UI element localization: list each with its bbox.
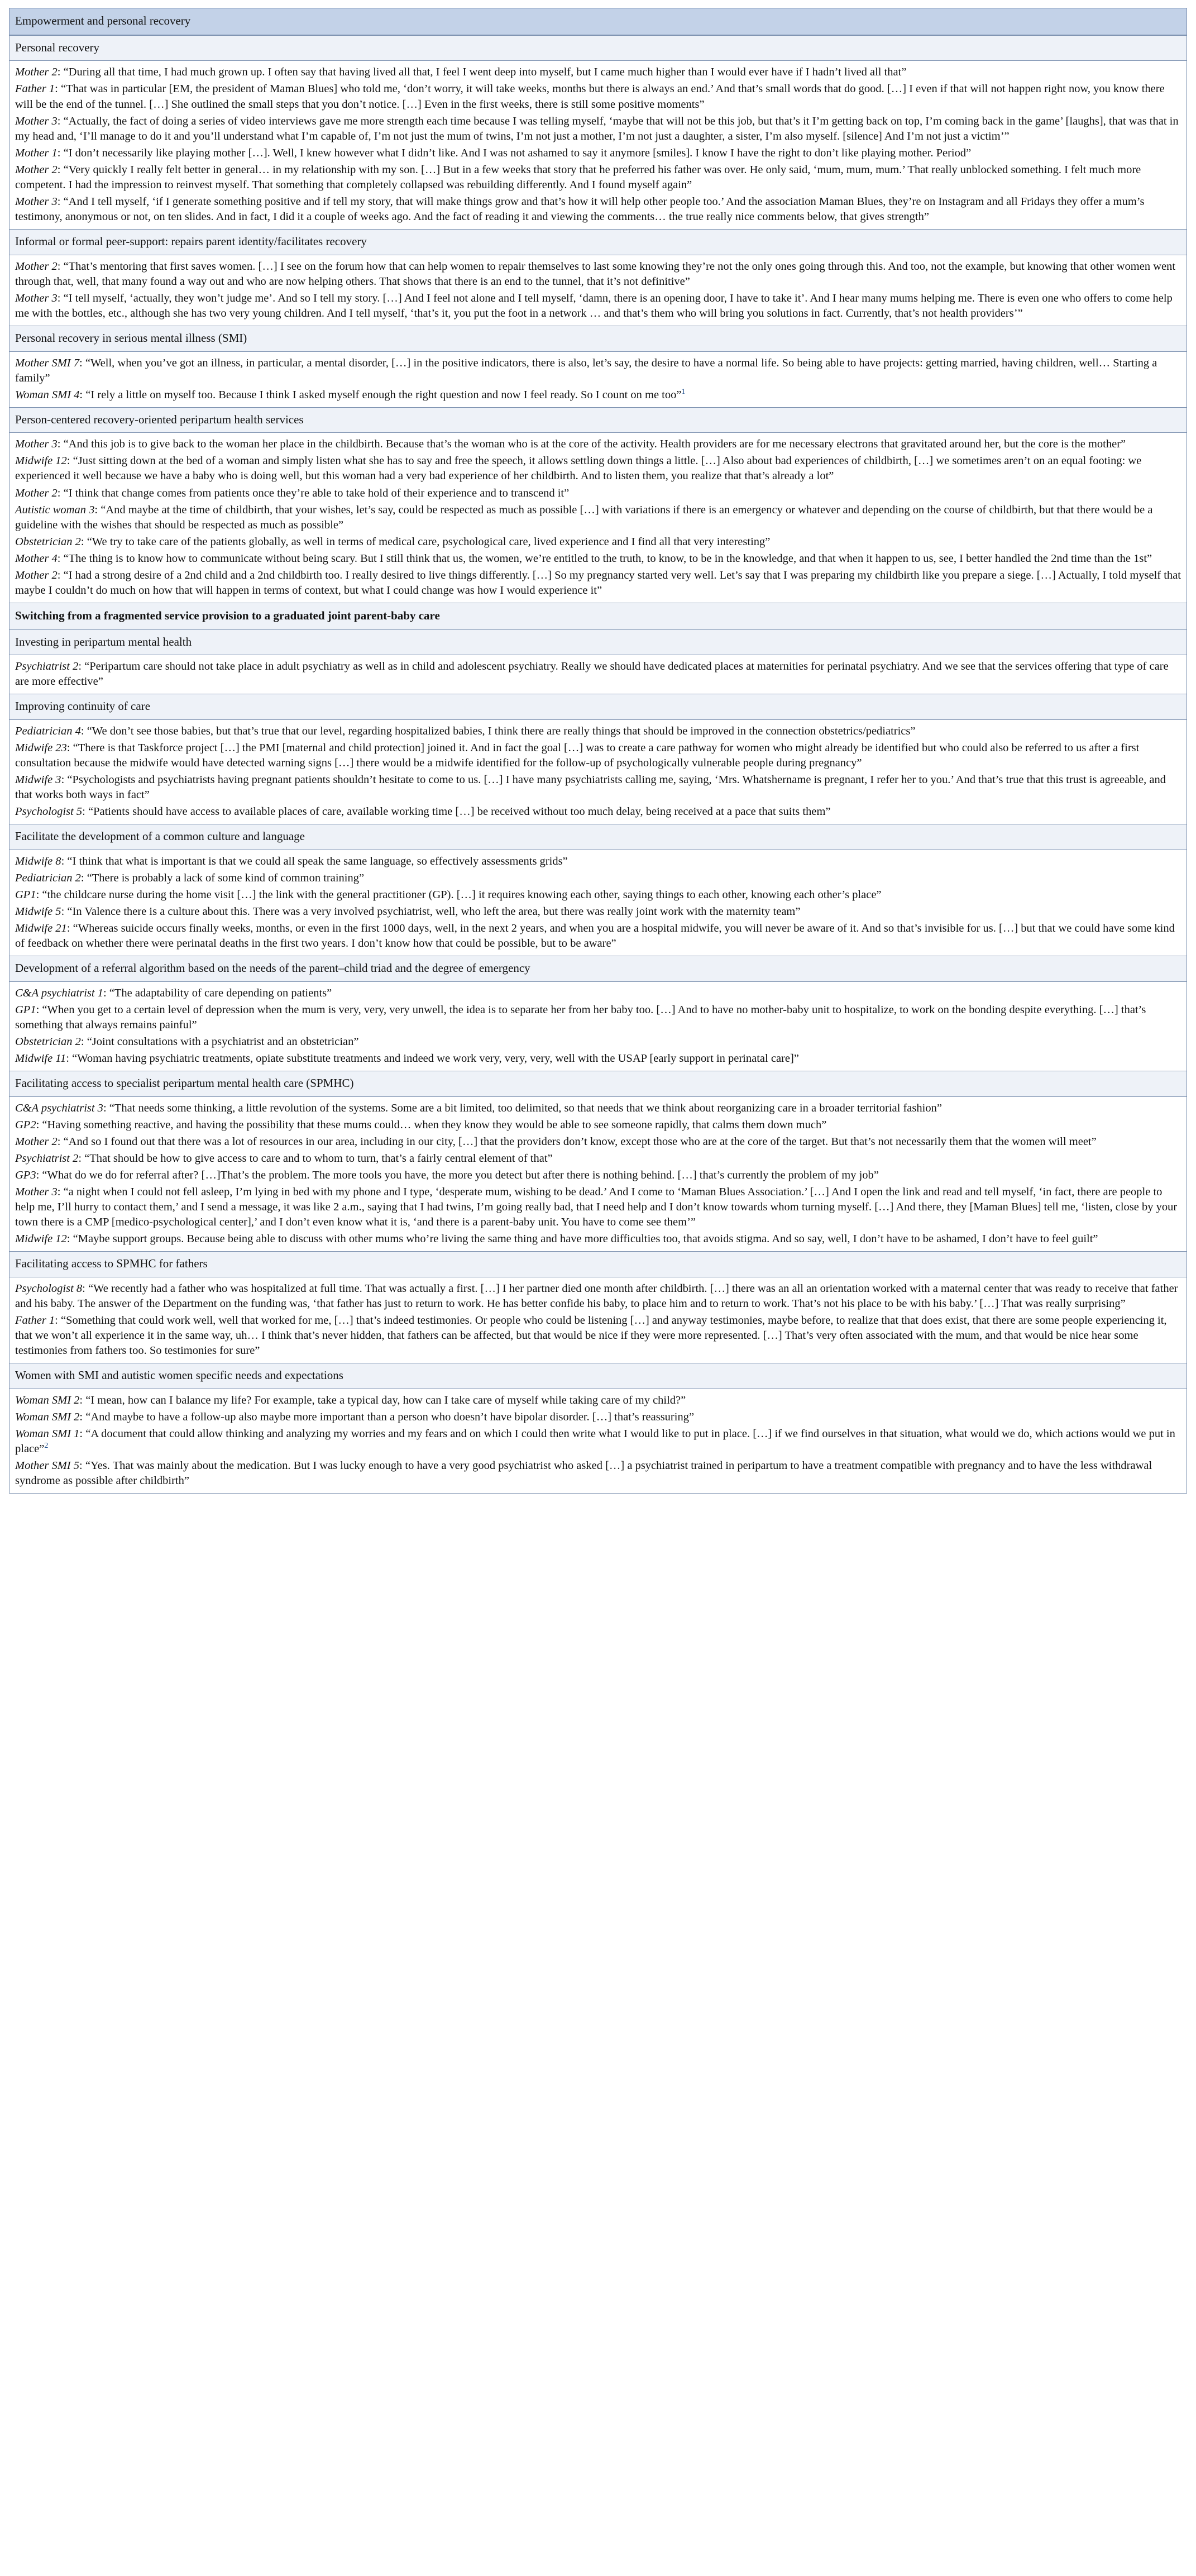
subtheme-label: Facilitating access to SPMHC for fathers — [15, 1257, 208, 1271]
quote-speaker: Mother SMI 5 — [15, 1459, 80, 1472]
quotes-cell — [9, 1389, 1187, 1494]
quotes-cell — [9, 1277, 1187, 1363]
subtheme-label: Facilitating access to specialist peripartum mental health care (SPMHC) — [15, 1076, 354, 1090]
quote-item: Psychiatrist 2: “That should be how to give access to care and to whom to turn, that’s a fairly central element of that” — [15, 1152, 553, 1165]
quote-text: “Patients should have access to available places of care, available working time […] be received without too much delay, being received at a pace that suits them” — [88, 805, 831, 818]
quote-item: Mother 1: “I don’t necessarily like playing mother […]. Well, I knew however what I didn’t like. And I was not ashamed to say it anymore [smiles]. I know I have the right to don’t like playing mother. Period” — [15, 146, 972, 159]
subtheme-label: Investing in peripartum mental health — [15, 635, 192, 648]
quote-item: Mother SMI 7: “Well, when you’ve got an illness, in particular, a mental disorder, […] in the positive indicators, there is also, let’s say, the desire to have a normal life. So being able to have projects: getting married, having children, well… Starting a family” — [15, 356, 1157, 384]
table-row — [9, 35, 1187, 61]
quote-text: “the childcare nurse during the home visit […] the link with the general practitioner (GP). […] it requires knowing each other, saying things to each other, knowing each other’s place” — [42, 889, 882, 901]
quote-text: “There is that Taskforce project […] the PMI [maternal and child protection] joined it. And in fact the goal […] was to create a care pathway for women who might already be identified but who could also be referred to us after a first consultation because the midwife would have detected warning signs […] there would be a midwife identified for the follow-up of psychologically vulnerable people during pregnancy” — [15, 742, 1140, 770]
sections-table — [9, 35, 1187, 1494]
quotes-cell — [9, 850, 1187, 956]
table-row — [9, 61, 1187, 229]
table-row — [9, 433, 1187, 603]
theme-title-cell — [9, 8, 1187, 35]
quote-speaker: Mother 2 — [15, 486, 58, 499]
table-row — [9, 956, 1187, 982]
quote-item: Woman SMI 1: “A document that could allow thinking and analyzing my worries and my fears and on which I could then write what I would like to put in place. […] if we find ourselves in that situation, what would we do, which actions would we put in place”$^2$ — [15, 1428, 1175, 1456]
findings-table — [9, 8, 1187, 35]
quote-speaker: Midwife 8 — [15, 855, 61, 868]
quote-text: “We try to take care of the patients globally, as well in terms of medical care, psychological care, lived experience and I find all that very interesting” — [87, 535, 771, 548]
quote-speaker: Father 1 — [15, 83, 55, 96]
quote-text: “And I tell myself, ‘if I generate something positive and if tell my story, that will make things grow and that’s how it will help other people too.’ And the association Maman Blues, they’re on Instagram and all Fridays they offer a mum’s testimony, anonymous or not, on ten slides. And in fact, I did it a couple of weeks ago. And the fact of reading it and viewing the comments… the true really nice comments below, that gives strength” — [15, 195, 1145, 223]
quote-speaker: GP3 — [15, 1169, 36, 1182]
quotes-cell — [9, 255, 1187, 326]
quote-text: “Yes. That was mainly about the medication. But I was lucky enough to have a very good psychiatrist who asked […] a psychiatrist trained in peripartum to have a treatment compatible with pregnancy and to have the less withdrawal syndrome as possible after childbirth” — [15, 1459, 1152, 1487]
quote-speaker: Mother 1 — [15, 146, 58, 159]
table-body — [9, 8, 1187, 35]
sections-body — [9, 35, 1187, 1494]
quotes-cell — [9, 61, 1187, 229]
subtheme-label: Women with SMI and autistic women specific needs and expectations — [15, 1368, 343, 1382]
table-row — [9, 1071, 1187, 1097]
footnote-marker: 1 — [681, 387, 686, 396]
quote-speaker: Mother 3 — [15, 1186, 58, 1199]
quote-item: Mother 2: “I had a strong desire of a 2nd child and a 2nd childbirth too. I really desired to live things differently. […] So my pregnancy started very well. Let’s say that I was preparing my childbirth like you prepare a siege. […] Actually, I told myself that maybe I couldn’t do much on how that will happen in terms of context, but what I could change was how I would experience it” — [15, 569, 1181, 597]
quote-text: “Actually, the fact of doing a series of video interviews gave me more strength each time because I was telling myself, ‘maybe that will not be this job, but that’s it I’m getting back on top, I’m coming back in the game’ [laughs], that was that in my head and, ‘I’ll manage to do it and you’ll understand what I’m capable of, I’m not just the mum of twins, I’m not just a mother, I’m not just a daughter, a sister, I’m also myself. [silence] And I’m not just a victim’” — [15, 115, 1179, 142]
quote-text: “And so I found out that there was a lot of resources in our area, including in our city, […] that the providers don’t know, except those who are at the core of the target. But that’s not necessarily them that the women will meet” — [63, 1136, 1097, 1148]
table-row — [9, 1252, 1187, 1277]
quote-item: GP1: “the childcare nurse during the home visit […] the link with the general practitioner (GP). […] it requires knowing each other, saying things to each other, knowing each other’s place” — [15, 889, 882, 901]
quote-item: Midwife 12: “Maybe support groups. Because being able to discuss with other mums who’re living the same thing and have more difficulties too, that avoids stigma. And so say, well, I don’t have to be ashamed, I don’t have to feel guilt” — [15, 1233, 1098, 1246]
quote-speaker: C&A psychiatrist 1 — [15, 987, 103, 1000]
quote-speaker: Pediatrician 2 — [15, 872, 81, 885]
quote-text: “I rely a little on myself too. Because I think I asked myself enough the right question and now I feel ready. So I count on me too” — [85, 388, 682, 401]
quote-text: “That needs some thinking, a little revolution of the systems. Some are a bit limited, too delimited, so that needs that we think about reorganizing care in a broader territorial fashion” — [109, 1102, 942, 1115]
quote-item: Midwife 3: “Psychologists and psychiatrists having pregnant patients shouldn’t hesitate to come to us. […] I have many psychiatrists calling me, saying, ‘Mrs. Whatshername is pregnant, I refer her to you.’ And that’s true that this trust is agreeable, and that works both ways in fact” — [15, 774, 1166, 802]
quote-item: Psychologist 8: “We recently had a father who was hospitalized at full time. That was actually a first. […] I her partner died one month after childbirth. […] there was an all an orientation worked with a maternal center that was ready to receive that father and his baby. The answer of the Department on the funding was, ‘that father has just to return to work. He has better confide his baby, to place him and to return to work. That’s not his place to be with his baby.’ […] That was really surprising” — [15, 1282, 1178, 1310]
footnote-marker: 2 — [44, 1442, 49, 1451]
table-row — [9, 8, 1187, 35]
theme-title: Empowerment and personal recovery — [15, 14, 191, 27]
quote-speaker: Midwife 21 — [15, 922, 67, 935]
quote-speaker: Mother 2 — [15, 260, 58, 273]
quote-text: “That’s mentoring that first saves women. […] I see on the forum how that can help women to repair themselves to last some knowing they’re not the only ones going through this. And too, not the example, but knowing that other women went through that, well, that many found a way out and who are now helping others. That shows that there is an end to the tunnel, that it’s not definitive” — [15, 260, 1176, 288]
quote-text: “The adaptability of care depending on patients” — [109, 987, 332, 1000]
table-row — [9, 850, 1187, 956]
quote-text: “Maybe support groups. Because being able to discuss with other mums who’re living the same thing and have more difficulties too, that avoids stigma. And so say, well, I don’t have to be ashamed, I don’t have to feel guilt” — [73, 1233, 1098, 1246]
quote-speaker: Woman SMI 4 — [15, 388, 80, 401]
quote-item: Mother 3: “And I tell myself, ‘if I generate something positive and if tell my story, that will make things grow and that’s how it will help other people too.’ And the association Maman Blues, they’re on Instagram and all Fridays they offer a mum’s testimony, anonymous or not, on ten slides. And in fact, I did it a couple of weeks ago. And the fact of reading it and viewing the comments… the true really nice comments below, that gives strength” — [15, 195, 1145, 223]
quote-item: Mother 3: “And this job is to give back to the woman her place in the childbirth. Because that’s the woman who is at the core of the activity. Health providers are for me necessary electrons that gravitated around her, but the core is the mother” — [15, 438, 1126, 451]
table-row — [9, 720, 1187, 824]
quote-speaker: Midwife 12 — [15, 455, 67, 468]
quotes-cell — [9, 433, 1187, 603]
quotes-cell — [9, 982, 1187, 1071]
quotes-cell — [9, 655, 1187, 694]
quote-item: C&A psychiatrist 3: “That needs some thinking, a little revolution of the systems. Some are a bit limited, too delimited, so that needs that we think about reorganizing care in a broader territorial fashion” — [15, 1102, 942, 1115]
quote-text: “In Valence there is a culture about this. There was a very involved psychiatrist, well, who left the area, but there was really joint work with the maternity team” — [67, 905, 801, 918]
quote-text: “A document that could allow thinking and analyzing my worries and my fears and on which I could then write what I would like to put in place. […] if we find ourselves in that situation, what would we do, which actions would we put in place” — [15, 1428, 1175, 1456]
quote-speaker: C&A psychiatrist 3 — [15, 1102, 103, 1115]
quote-item: Obstetrician 2: “Joint consultations with a psychiatrist and an obstetrician” — [15, 1036, 359, 1048]
quote-speaker: GP1 — [15, 1004, 36, 1017]
quote-speaker: Midwife 23 — [15, 742, 67, 755]
quote-speaker: Psychologist 8 — [15, 1282, 83, 1295]
quote-speaker: Woman SMI 2 — [15, 1411, 80, 1424]
quote-text: “I tell myself, ‘actually, they won’t judge me’. And so I tell my story. […] And I feel not alone and I tell myself, ‘damn, there is an opening door, I have to take it’. And I hear many mums helping me. There is even one who offers to come help me with the bottles, etc., although she has two very young children. And I tell myself, ‘that’s it, you put the foot in a network … and that’s them who will bring you solutions in fact. Currently, that’s not health providers’” — [15, 292, 1173, 319]
quote-text: “There is probably a lack of some kind of common training” — [87, 872, 365, 885]
quote-text: “a night when I could not fell asleep, I’m lying in bed with my phone and I type, ‘desperate mum, wishing to be dead.’ And I come to ‘Maman Blues Association.’ […] And I open the link and read and tell myself, ‘in fact, there are people to help me, I’ll hurry to contact them,’ and I send a message, it was like 2 a.m., saying that I had twins, I’m going really bad, that I need help and I don’t know towards whom turning myself. […] And there, they [Maman Blues] tell me, ‘listen, close by your town there is a CMP [medico-psychological center],’ and I don’t even know what it is, ‘and there is a parent-baby unit. You have to come see them’” — [15, 1186, 1178, 1229]
quote-item: Father 1: “That was in particular [EM, the president of Maman Blues] who told me, ‘don’t worry, it will take weeks, months but there is always an end.’ And that’s small words that do good. […] I even if that will not happen right now, you know there will be the end of the tunnel. […] She outlined the small steps that you don’t notice. […] Even in the first weeks, there is still some positive moments” — [15, 83, 1165, 111]
subtheme-cell — [9, 1252, 1187, 1277]
quote-text: “I think that change comes from patients once they’re able to take hold of their experience and to transcend it” — [63, 486, 570, 499]
subtheme-label: Person-centered recovery-oriented peripartum health services — [15, 412, 304, 426]
quote-speaker: Midwife 3 — [15, 774, 61, 786]
subtheme-cell — [9, 1071, 1187, 1097]
quotes-cell — [9, 351, 1187, 407]
subtheme-cell — [9, 229, 1187, 255]
quote-text: “We recently had a father who was hospitalized at full time. That was actually a first. […] I her partner died one month after childbirth. […] there was an all an orientation worked with a maternal center that was ready to receive that father and his baby. The answer of the Department on the funding was, ‘that father has just to return to work. He has better confide his baby, to place him and to return to work. That’s not his place to be with his baby.’ […] That was really surprising” — [15, 1282, 1178, 1310]
quote-speaker: Mother 3 — [15, 115, 58, 127]
quote-item: Psychologist 5: “Patients should have access to available places of care, available working time […] be received without too much delay, being received at a pace that suits them” — [15, 805, 831, 818]
quote-text: “And this job is to give back to the woman her place in the childbirth. Because that’s the woman who is at the core of the activity. Health providers are for me necessary electrons that gravitated around her, but the core is the mother” — [63, 438, 1126, 451]
quote-item: Midwife 11: “Woman having psychiatric treatments, opiate substitute treatments and indeed we work very, very, very, well with the USAP [early support in perinatal care]” — [15, 1052, 799, 1065]
table-row — [9, 326, 1187, 351]
table-row — [9, 351, 1187, 407]
quote-text: “I don’t necessarily like playing mother […]. Well, I knew however what I didn’t like. And I was not ashamed to say it anymore [smiles]. I know I have the right to don’t like playing mother. Period” — [63, 146, 972, 159]
quote-text: “During all that time, I had much grown up. I often say that having lived all that, I feel I went deep into myself, but I came much higher than I would ever have if I hadn’t lived all that” — [63, 66, 907, 79]
quote-speaker: Mother 2 — [15, 163, 58, 176]
quote-speaker: Psychiatrist 2 — [15, 660, 79, 673]
subtheme-label: Improving continuity of care — [15, 699, 151, 713]
subtheme-label: Switching from a fragmented service provision to a graduated joint parent-baby care — [15, 608, 440, 622]
quote-text: “That was in particular [EM, the president of Maman Blues] who told me, ‘don’t worry, it will take weeks, months but there is always an end.’ And that’s small words that do good. […] I even if that will not happen right now, you know there will be the end of the tunnel. […] She outlined the small steps that you don’t notice. […] Even in the first weeks, there is still some positive moments” — [15, 83, 1165, 111]
quote-text: “We don’t see those babies, but that’s true that our level, regarding hospitalized babies, I think there are really things that should be improved in the connection obstetrics/pediatrics” — [87, 725, 916, 738]
subtheme-label: Personal recovery — [15, 40, 100, 54]
quote-speaker: Mother 3 — [15, 195, 58, 208]
quote-item: Mother 3: “a night when I could not fell asleep, I’m lying in bed with my phone and I type, ‘desperate mum, wishing to be dead.’ And I come to ‘Maman Blues Association.’ […] And I open the link and read and tell myself, ‘in fact, there are people to help me, I’ll hurry to contact them,’ and I send a message, it was like 2 a.m., saying that I had twins, I’m going really bad, that I need help and I don’t know towards whom turning myself. […] And there, they [Maman Blues] tell me, ‘listen, close by your town there is a CMP [medico-psychological center],’ and I don’t even know what it is, ‘and there is a parent-baby unit. You have to come see them’” — [15, 1186, 1178, 1229]
quote-speaker: Mother 2 — [15, 66, 58, 79]
quote-speaker: Midwife 11 — [15, 1052, 66, 1065]
quote-speaker: Obstetrician 2 — [15, 535, 81, 548]
quote-item: Mother 3: “Actually, the fact of doing a series of video interviews gave me more strength each time because I was telling myself, ‘maybe that will not be this job, but that’s it I’m getting back on top, I’m coming back in the game’ [laughs], that was that in my head and, ‘I’ll manage to do it and you’ll understand what I’m capable of, I’m not just the mum of twins, I’m not just a mother, I’m not just a daughter, a sister, I’m also myself. [silence] And I’m not just a victim’” — [15, 115, 1179, 142]
quote-item: Father 1: “Something that could work well, well that worked for me, […] that’s indeed testimonies. Or people who could be listening […] and anyway testimonies, maybe before, to realize that that does exist, that there are some people experiencing it, that we won’t all experience it in the same way, uh… I think that’s never hidden, that fathers can be affected, but that would be nice if they were more represented. […] That’s very often associated with the mum, and that would be nice hear some testimonies from fathers too. So testimonies for sure” — [15, 1314, 1167, 1357]
quote-item: Midwife 23: “There is that Taskforce project […] the PMI [maternal and child protection] joined it. And in fact the goal […] was to create a care pathway for women who might already be identified but who could also be referred to us after a first consultation because the midwife would have detected warning signs […] there would be a midwife identified for the follow-up of psychologically vulnerable people during pregnancy” — [15, 742, 1140, 770]
quote-text: “Having something reactive, and having the possibility that these mums could… when they know they would be able to see someone rapidly, that calms them down much” — [42, 1119, 827, 1132]
quote-item: Midwife 8: “I think that what is important is that we could all speak the same language, so effectively assessments grids” — [15, 855, 568, 868]
quote-item: Autistic woman 3: “And maybe at the time of childbirth, that your wishes, let’s say, could be respected as much as possible […] with variations if there is an emergency or whatever and depending on the course of childbirth, but that there would be a guideline with the wishes that should be respected as much as possible” — [15, 503, 1153, 531]
quote-item: Woman SMI 2: “I mean, how can I balance my life? For example, take a typical day, how can I take care of myself while taking care of my child?” — [15, 1394, 686, 1407]
quote-speaker: Midwife 5 — [15, 905, 61, 918]
table-row — [9, 1363, 1187, 1389]
subtheme-cell — [9, 824, 1187, 850]
subtheme-cell — [9, 629, 1187, 655]
quote-speaker: Mother 4 — [15, 552, 58, 565]
table-row — [9, 1389, 1187, 1494]
quote-speaker: Mother SMI 7 — [15, 356, 80, 369]
quote-item: GP1: “When you get to a certain level of depression when the mum is very, very, very unwell, the idea is to separate her from her baby too. […] And to have no mother-baby unit to hospitalize, to work on the bonding despite everything. […] that’s something that always remains painful” — [15, 1004, 1146, 1032]
table-row — [9, 982, 1187, 1071]
quote-item: Psychiatrist 2: “Peripartum care should not take place in adult psychiatry as well as in child and adolescent psychiatry. Really we should have dedicated places at maternities for perinatal psychiatry. And we see that the services offering that type of care are more effective” — [15, 660, 1169, 688]
quotes-cell — [9, 1097, 1187, 1252]
quote-item: Woman SMI 2: “And maybe to have a follow-up also maybe more important than a person who doesn’t have bipolar disorder. […] that’s reassuring” — [15, 1411, 695, 1424]
table-row — [9, 1097, 1187, 1252]
subtheme-cell — [9, 694, 1187, 720]
quote-text: “When you get to a certain level of depression when the mum is very, very, very unwell, the idea is to separate her from her baby too. […] And to have no mother-baby unit to hospitalize, to work on the bonding despite everything. […] that’s something that always remains painful” — [15, 1004, 1146, 1032]
quote-item: Woman SMI 4: “I rely a little on myself too. Because I think I asked myself enough the right question and now I feel ready. So I count on me too”$^1$ — [15, 387, 686, 401]
quote-speaker: Woman SMI 1 — [15, 1428, 80, 1440]
subtheme-cell — [9, 35, 1187, 61]
quote-item: Mother 2: “During all that time, I had much grown up. I often say that having lived all that, I feel I went deep into myself, but I came much higher than I would ever have if I hadn’t lived all that” — [15, 66, 907, 79]
quote-speaker: GP2 — [15, 1119, 36, 1132]
quote-item: GP2: “Having something reactive, and having the possibility that these mums could… when they know they would be able to see someone rapidly, that calms them down much” — [15, 1119, 827, 1132]
quote-item: Midwife 5: “In Valence there is a culture about this. There was a very involved psychiatrist, well, who left the area, but there was really joint work with the maternity team” — [15, 905, 801, 918]
quote-speaker: Obstetrician 2 — [15, 1036, 81, 1048]
subtheme-cell — [9, 956, 1187, 982]
quote-speaker: GP1 — [15, 889, 36, 901]
quote-text: “Well, when you’ve got an illness, in particular, a mental disorder, […] in the positive indicators, there is also, let’s say, the desire to have a normal life. So being able to have projects: getting married, having children, well… Starting a family” — [15, 356, 1157, 384]
quote-text: “Psychologists and psychiatrists having pregnant patients shouldn’t hesitate to come to us. […] I have many psychiatrists calling me, saying, ‘Mrs. Whatshername is pregnant, I refer her to you.’ And that’s true that this trust is agreeable, and that works both ways in fact” — [15, 774, 1166, 802]
quote-text: “I think that what is important is that we could all speak the same language, so effectively assessments grids” — [67, 855, 568, 868]
quote-text: “That should be how to give access to care and to whom to turn, that’s a fairly central element of that” — [84, 1152, 553, 1165]
table-row — [9, 629, 1187, 655]
quote-speaker: Mother 2 — [15, 569, 58, 581]
quote-item: Mother 4: “The thing is to know how to communicate without being scary. But I still think that us, the women, we’re entitled to the truth, to know, to be in the knowledge, and that when it happen to us, see, I better handled the 2nd time than the 1st” — [15, 552, 1152, 565]
table-row — [9, 255, 1187, 326]
quote-item: Midwife 12: “Just sitting down at the bed of a woman and simply listen what she has to say and free the speech, it allows settling down things a little. […] Also about bad experiences of childbirth, […] we sometimes aren’t on an equal footing: we experienced it well because we have a baby who is doing well, but this woman had a very bad experience of her childbirth. And to listen them, you realize that that’s already a lot” — [15, 455, 1142, 483]
quote-speaker: Autistic woman 3 — [15, 503, 95, 516]
quote-item: Mother 2: “I think that change comes from patients once they’re able to take hold of their experience and to transcend it” — [15, 486, 570, 499]
quote-item: Obstetrician 2: “We try to take care of the patients globally, as well in terms of medical care, psychological care, lived experience and I find all that very interesting” — [15, 535, 771, 548]
quote-text: “What do we do for referral after? […]That’s the problem. The more tools you have, the more you detect but after there is nothing behind. […] that’s currently the problem of my job” — [42, 1169, 879, 1182]
subtheme-cell — [9, 1363, 1187, 1389]
quote-speaker: Pediatrician 4 — [15, 725, 81, 738]
quote-item: Midwife 21: “Whereas suicide occurs finally weeks, months, or even in the first 1000 days, well, in the next 2 years, and when you are a hospital midwife, you will never be aware of it. And so that’s invisible for us. […] but that we could have some kind of feedback on whether there were perinatal deaths in the first two years. I don’t know how that could be possible, but to be aware” — [15, 922, 1175, 950]
quote-item: Mother 3: “I tell myself, ‘actually, they won’t judge me’. And so I tell my story. […] And I feel not alone and I tell myself, ‘damn, there is an opening door, I have to take it’. And I hear many mums helping me. There is even one who offers to come help me with the bottles, etc., although she has two very young children. And I tell myself, ‘that’s it, you put the foot in a network … and that’s them who will bring you solutions in fact. Currently, that’s not health providers’” — [15, 292, 1173, 319]
table-row — [9, 407, 1187, 433]
quote-item: GP3: “What do we do for referral after? […]That’s the problem. The more tools you have, the more you detect but after there is nothing behind. […] that’s currently the problem of my job” — [15, 1169, 879, 1182]
quote-speaker: Woman SMI 2 — [15, 1394, 80, 1407]
quote-text: “Peripartum care should not take place in adult psychiatry as well as in child and adolescent psychiatry. Really we should have dedicated places at maternities for perinatal psychiatry. And we see that the services offering that type of care are more effective” — [15, 660, 1169, 688]
quote-text: “And maybe to have a follow-up also maybe more important than a person who doesn’t have bipolar disorder. […] that’s reassuring” — [85, 1411, 695, 1424]
quote-text: “Woman having psychiatric treatments, opiate substitute treatments and indeed we work very, very, very, well with the USAP [early support in perinatal care]” — [72, 1052, 799, 1065]
subtheme-label: Facilitate the development of a common culture and language — [15, 829, 305, 843]
quote-text: “I mean, how can I balance my life? For example, take a typical day, how can I take care of myself while taking care of my child?” — [85, 1394, 686, 1407]
quote-item: Pediatrician 4: “We don’t see those babies, but that’s true that our level, regarding hospitalized babies, I think there are really things that should be improved in the connection obstetrics/pediatrics” — [15, 725, 916, 738]
subtheme-cell — [9, 407, 1187, 433]
subtheme-label: Informal or formal peer-support: repairs parent identity/facilitates recovery — [15, 234, 367, 248]
subtheme-cell — [9, 603, 1187, 629]
quote-item: Mother 2: “Very quickly I really felt better in general… in my relationship with my son. […] But in a few weeks that story that he preferred his father was over. He only said, ‘mum, mum, mum.’ That really unblocked something. I felt much more competent. I had the impression to reinvest myself. That something that completely collapsed was rebuilding differently. And I found myself again” — [15, 163, 1141, 191]
quote-speaker: Father 1 — [15, 1314, 55, 1327]
quote-speaker: Psychiatrist 2 — [15, 1152, 79, 1165]
quote-text: “Just sitting down at the bed of a woman and simply listen what she has to say and free the speech, it allows settling down things a little. […] Also about bad experiences of childbirth, […] we sometimes aren’t on an equal footing: we experienced it well because we have a baby who is doing well, but this woman had a very bad experience of her childbirth. And to listen them, you realize that that’s already a lot” — [15, 455, 1142, 483]
quote-item: Mother 2: “That’s mentoring that first saves women. […] I see on the forum how that can help women to repair themselves to last some knowing they’re not the only ones going through this. And too, not the example, but knowing that other women went through that, well, that many found a way out and who are now helping others. That shows that there is an end to the tunnel, that it’s not definitive” — [15, 260, 1176, 288]
table-row — [9, 229, 1187, 255]
subtheme-cell — [9, 326, 1187, 351]
quote-item: Mother 2: “And so I found out that there was a lot of resources in our area, including in our city, […] that the providers don’t know, except those who are at the core of the target. But that’s not necessarily them that the women will meet” — [15, 1136, 1097, 1148]
quotes-cell — [9, 720, 1187, 824]
quote-text: “I had a strong desire of a 2nd child and a 2nd childbirth too. I really desired to live things differently. […] So my pregnancy started very well. Let’s say that I was preparing my childbirth like you prepare a siege. […] Actually, I told myself that maybe I couldn’t do much on how that will happen in terms of context, but what I could change was how I would experience it” — [15, 569, 1181, 597]
table-row — [9, 824, 1187, 850]
table-row — [9, 1277, 1187, 1363]
quote-text: “Whereas suicide occurs finally weeks, months, or even in the first 1000 days, well, in the next 2 years, and when you are a hospital midwife, you will never be aware of it. And so that’s invisible for us. […] but that we could have some kind of feedback on whether there were perinatal deaths in the first two years. I don’t know how that could be possible, but to be aware” — [15, 922, 1175, 950]
quote-speaker: Mother 2 — [15, 1136, 58, 1148]
quote-text: “Something that could work well, well that worked for me, […] that’s indeed testimonies. Or people who could be listening […] and anyway testimonies, maybe before, to realize that that does exist, that there are some people experiencing it, that we won’t all experience it in the same way, uh… I think that’s never hidden, that fathers can be affected, but that would be nice if they were more represented. […] That’s very often associated with the mum, and that would be nice hear some testimonies from fathers too. So testimonies for sure” — [15, 1314, 1167, 1357]
quote-speaker: Mother 3 — [15, 438, 58, 451]
table-row — [9, 655, 1187, 694]
quote-item: Mother SMI 5: “Yes. That was mainly about the medication. But I was lucky enough to have a very good psychiatrist who asked […] a psychiatrist trained in peripartum to have a treatment compatible with pregnancy and to have the less withdrawal syndrome as possible after childbirth” — [15, 1459, 1152, 1487]
quote-speaker: Psychologist 5 — [15, 805, 83, 818]
quote-speaker: Midwife 12 — [15, 1233, 67, 1246]
quote-item: C&A psychiatrist 1: “The adaptability of care depending on patients” — [15, 987, 332, 1000]
subtheme-label: Development of a referral algorithm based on the needs of the parent–child triad and the degree of emergency — [15, 961, 530, 975]
quote-text: “Joint consultations with a psychiatrist and an obstetrician” — [87, 1036, 359, 1048]
quote-text: “And maybe at the time of childbirth, that your wishes, let’s say, could be respected as much as possible […] with variations if there is an emergency or whatever and depending on the course of childbirth, but that there would be a guideline with the wishes that should be respected as much as possible” — [15, 503, 1153, 531]
subtheme-label: Personal recovery in serious mental illness (SMI) — [15, 331, 247, 345]
quote-speaker: Mother 3 — [15, 292, 58, 304]
table-row — [9, 603, 1187, 629]
quote-text: “The thing is to know how to communicate without being scary. But I still think that us, the women, we’re entitled to the truth, to know, to be in the knowledge, and that when it happen to us, see, I better handled the 2nd time than the 1st” — [63, 552, 1152, 565]
quote-text: “Very quickly I really felt better in general… in my relationship with my son. […] But in a few weeks that story that he preferred his father was over. He only said, ‘mum, mum, mum.’ That really unblocked something. I felt much more competent. I had the impression to reinvest myself. That something that completely collapsed was rebuilding differently. And I found myself again” — [15, 163, 1141, 191]
table-row — [9, 694, 1187, 720]
quote-item: Pediatrician 2: “There is probably a lack of some kind of common training” — [15, 872, 365, 885]
